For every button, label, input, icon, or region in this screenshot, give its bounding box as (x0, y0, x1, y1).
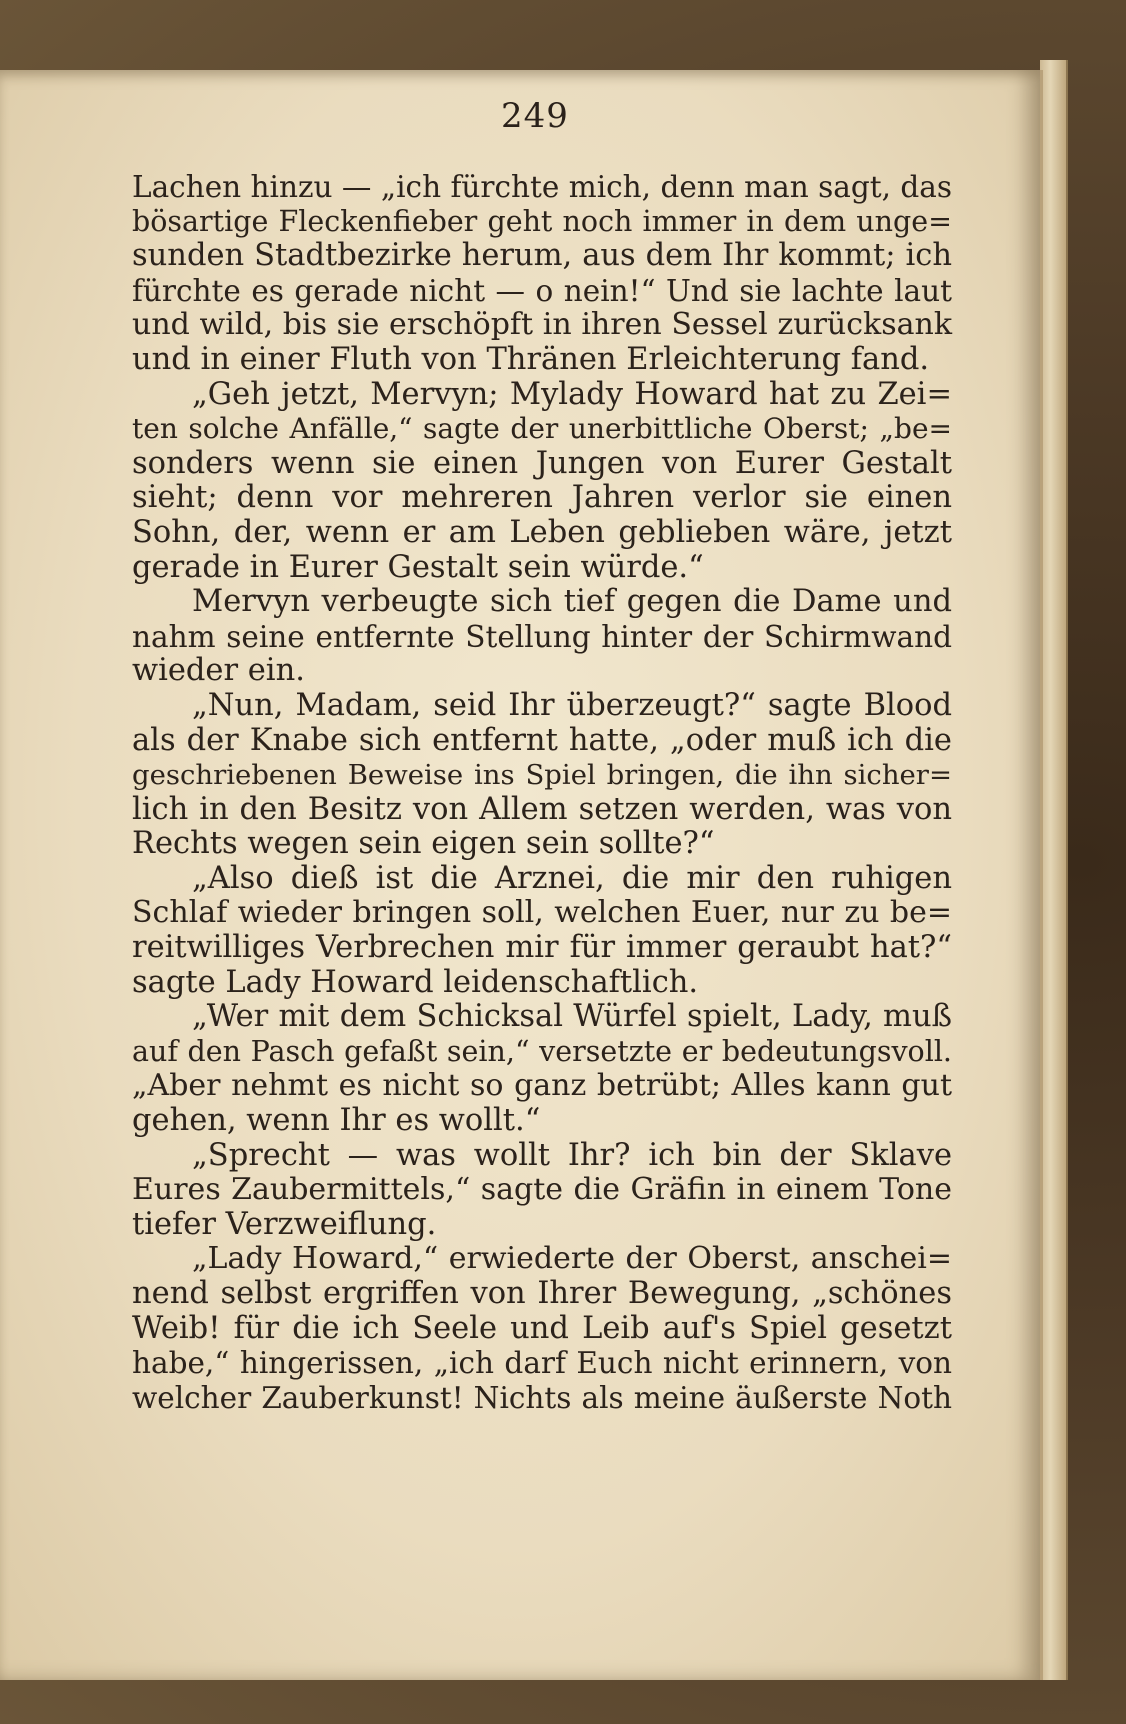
text-line: sagte Lady Howard leidenschaftlich. (132, 964, 699, 1000)
text-line: fürchte es gerade nicht — o nein!“ Und sie lachte laut (132, 273, 952, 308)
text-line: wieder ein. (132, 653, 305, 689)
page-number: 249 (501, 96, 569, 136)
text-line: „Aber nehmt es nicht so ganz betrübt; Alles kann gut (132, 1068, 952, 1104)
text-line: „Lady Howard,“ erwiederte der Oberst, anschei= (192, 1241, 952, 1277)
text-line: als der Knabe sich entfernt hatte, „oder muß ich die (132, 722, 952, 758)
text-line: gerade in Eurer Gestalt sein würde.“ (132, 549, 704, 585)
text-line: bösartige Fleckenfieber geht noch immer in dem unge= (132, 204, 952, 238)
text-line: reitwilliges Verbrechen mir für immer geraubt hat?“ (132, 930, 952, 966)
text-line: und wild, bis sie erschöpft in ihren Sessel zurücksank (132, 307, 952, 343)
text-line: sieht; denn vor mehreren Jahren verlor sie einen (132, 480, 952, 516)
text-line: Sohn, der, wenn er am Leben geblieben wäre, jetzt (132, 514, 952, 550)
text-line: habe,“ hingerissen, „ich darf Euch nicht erinnern, von (132, 1346, 952, 1381)
text-line: und in einer Fluth von Thränen Erleichterung fand. (132, 341, 930, 377)
text-line: „Also dieß ist die Arznei, die mir den ruhigen (192, 860, 952, 896)
text-line: ten solche Anfälle,“ sagte der unerbittliche Oberst; „be= (132, 412, 952, 446)
text-line: Lachen hinzu — „ich fürchte mich, denn man sagt, das (132, 170, 952, 204)
text-line: tiefer Verzweiflung. (132, 1206, 437, 1242)
page-stack-edge (1040, 60, 1068, 1680)
text-line: nend selbst ergriffen von Ihrer Bewegung, „schönes (132, 1276, 952, 1311)
text-line: nahm seine entfernte Stellung hinter der Schirmwand (132, 619, 952, 654)
text-line: „Geh jetzt, Mervyn; Mylady Howard hat zu Zei= (192, 376, 952, 412)
text-line: „Wer mit dem Schicksal Würfel spielt, Lady, muß (192, 999, 952, 1035)
body-text (132, 170, 952, 1415)
text-line: Schlaf wieder bringen soll, welchen Euer, nur zu be= (132, 895, 952, 931)
text-line: geschriebenen Beweise ins Spiel bringen, die ihn sicher= (132, 759, 952, 792)
text-line: Mervyn verbeugte sich tief gegen die Dame und (192, 584, 952, 620)
text-line: sunden Stadtbezirke herum, aus dem Ihr kommt; ich (132, 238, 952, 274)
text-line: Eures Zaubermittels,“ sagte die Gräfin in einem Tone (132, 1172, 952, 1208)
text-line: Rechts wegen sein eigen sein sollte?“ (132, 826, 715, 862)
text-line: gehen, wenn Ihr es wollt.“ (132, 1103, 541, 1139)
text-line: lich in den Besitz von Allem setzen werden, was von (132, 791, 952, 827)
text-line: „Nun, Madam, seid Ihr überzeugt?“ sagte Blood (192, 687, 952, 723)
text-line: sonders wenn sie einen Jungen von Eurer Gestalt (132, 445, 952, 481)
text-line: auf den Pasch gefaßt sein,“ versetzte er bedeutungsvoll. (132, 1034, 952, 1068)
text-line: „Sprecht — was wollt Ihr? ich bin der Sklave (192, 1137, 952, 1173)
text-line: welcher Zauberkunst! Nichts als meine äußerste Noth (132, 1380, 952, 1415)
text-line: Weib! für die ich Seele und Leib auf's Spiel gesetzt (132, 1310, 952, 1346)
